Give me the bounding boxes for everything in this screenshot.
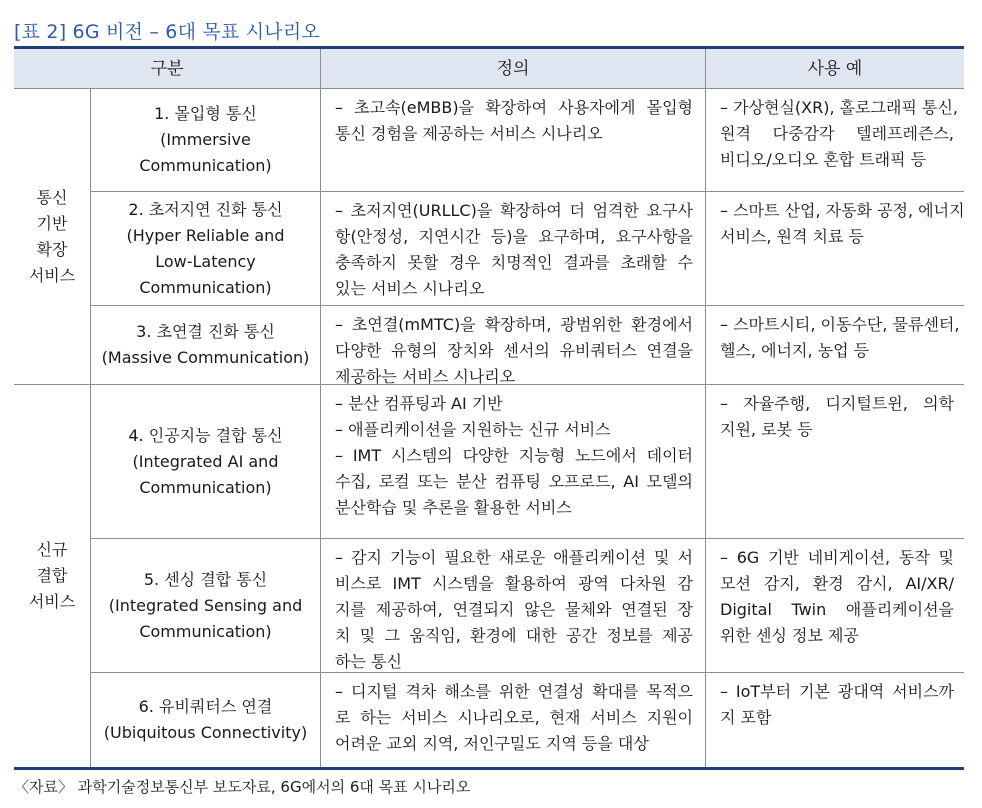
example-line: Digital Twin 애플리케이션을 (720, 600, 954, 619)
scenario-name-line: Communication) (139, 477, 272, 497)
scenario-table (14, 46, 964, 770)
definition-line: 다양한 유형의 장치와 센서의 유비쿼터스 연결을 (335, 341, 693, 360)
definition-line: – IMT 시스템의 다양한 지능형 노드에서 데이터 (335, 446, 693, 465)
scenario-name (102, 319, 310, 371)
example-line: 모션 감지, 환경 감시, AI/XR/ (720, 574, 954, 593)
example-line: – 자율주행, 디지털트윈, 의학 (720, 394, 954, 413)
definition-line: – 디지털 격차 해소를 위한 연결성 확대를 목적으 (335, 682, 693, 701)
definition-line: 분산학습 및 추론을 활용한 서비스 (335, 498, 572, 517)
definition-line: 충족하지 못할 경우 치명적인 결과를 초래할 수 (335, 253, 693, 272)
example-line: 비디오/오디오 혼합 트래픽 등 (720, 150, 927, 169)
example-line: – 스마트시티, 이동수단, 물류센터, (720, 315, 960, 334)
scenario-name (128, 423, 282, 501)
example-line: – 가상현실(XR), 홀로그래픽 통신, (720, 98, 959, 117)
examples-cell (706, 89, 964, 192)
definition-cell (321, 539, 706, 673)
group-label-line: 기반 (36, 213, 68, 233)
example-line: – 6G 기반 네비게이션, 동작 및 (720, 548, 954, 567)
definition-line: – 초연결(mMTC)을 확장하며, 광범위한 환경에서 (335, 315, 693, 334)
group-label-text (29, 537, 75, 615)
example-line: 지 포함 (720, 708, 772, 727)
definition-line: 제공하는 서비스 시나리오 (335, 367, 516, 386)
group-label-line: 서비스 (28, 592, 76, 611)
scenario-name-line: Communication) (139, 156, 272, 175)
scenario-name-line: (Ubiquitous Connectivity) (103, 723, 308, 742)
definition-line: 하는 통신 (335, 652, 402, 671)
scenario-name-cell (91, 673, 321, 767)
definition-line: 항(안정성, 지연시간 등)을 요구하며, 요구사항을 (335, 227, 693, 246)
definition-line: – 애플리케이션을 지원하는 신규 서비스 (335, 420, 611, 439)
examples-cell (706, 385, 964, 539)
group-label-text (29, 185, 75, 289)
definition-cell (321, 306, 706, 385)
scenario-name-line: (Massive Communication) (101, 348, 310, 367)
definition-line: 로 하는 서비스 시나리오로, 현재 서비스 지원이 (335, 708, 693, 727)
scenario-name-cell (91, 192, 321, 306)
scenario-name (104, 694, 307, 746)
example-line: 위한 센싱 정보 제공 (720, 626, 859, 645)
scenario-name-line: 5. 센싱 결합 통신 (143, 569, 268, 589)
table-caption: [표 2] 6G 비전 – 6대 목표 시나리오 (14, 21, 320, 43)
scenario-name-line: (Immersive (160, 130, 251, 149)
group-label-line: 신규 (36, 540, 68, 559)
definition-cell (321, 89, 706, 192)
group-label-line: 결합 (36, 566, 68, 585)
group-label-line: 확장 (36, 239, 68, 259)
group-label-2 (14, 385, 91, 767)
scenario-name-line: (Hyper Reliable and (126, 225, 285, 245)
example-line: – IoT부터 기본 광대역 서비스까 (720, 682, 954, 701)
scenario-name-line: Communication) (139, 621, 272, 641)
scenario-name (127, 197, 285, 301)
scenario-name-line: (Integrated Sensing and (108, 595, 303, 615)
examples-cell (706, 306, 964, 385)
scenario-name-line: 1. 몰입형 통신 (154, 104, 257, 123)
definition-line: 비스로 IMT 시스템을 활용하여 광역 다차원 감 (335, 574, 693, 593)
example-line: 원격 다중감각 텔레프레즌스, (720, 124, 954, 143)
scenario-name-line: 2. 초저지연 진화 통신 (128, 199, 283, 219)
definition-line: – 분산 컴퓨팅과 AI 기반 (335, 394, 503, 413)
definition-cell (321, 673, 706, 767)
definition-line: 지를 제공하여, 연결되지 않은 물체와 연결된 장 (335, 600, 693, 619)
group-label-line: 서비스 (28, 265, 76, 285)
header-category: 구분 (14, 49, 321, 89)
scenario-name (109, 567, 303, 645)
scenario-name-line: Communication) (139, 277, 272, 297)
header-examples: 사용 예 (706, 49, 964, 89)
header-definition: 정의 (321, 49, 706, 89)
example-line: 헬스, 에너지, 농업 등 (720, 341, 870, 360)
scenario-name-cell (91, 89, 321, 192)
example-line: 지원, 로봇 등 (720, 420, 813, 439)
definition-line: – 감지 기능이 필요한 새로운 애플리케이션 및 서 (335, 548, 693, 567)
definition-cell (321, 192, 706, 306)
scenario-name-cell (91, 385, 321, 539)
scenario-name-line: 6. 유비쿼터스 연결 (138, 697, 273, 716)
definition-line: – 초저지연(URLLC)을 확장하여 더 엄격한 요구사 (335, 201, 693, 220)
examples-cell (706, 673, 964, 767)
definition-line: – 초고속(eMBB)을 확장하여 사용자에게 몰입형 (335, 98, 693, 117)
examples-cell (706, 539, 964, 673)
definition-line: 치 및 그 움직임, 환경에 대한 공간 정보를 제공 (335, 626, 693, 645)
group-label-line: 통신 (36, 187, 68, 207)
scenario-name-line: 3. 초연결 진화 통신 (136, 322, 275, 341)
scenario-name (139, 101, 271, 179)
example-line: – 스마트 산업, 자동화 공정, 에너지 (720, 201, 965, 220)
source-note: 〈자료〉 과학기술정보통신부 보도자료, 6G에서의 6대 목표 시나리오 (14, 778, 471, 796)
scenario-name-line: Low-Latency (155, 251, 256, 271)
scenario-name-cell (91, 539, 321, 673)
definition-line: 어려운 교외 지역, 저인구밀도 지역 등을 대상 (335, 734, 649, 753)
definition-cell (321, 385, 706, 539)
examples-cell (706, 192, 964, 306)
example-line: 서비스, 원격 치료 등 (720, 227, 864, 246)
group-label-1 (14, 89, 91, 385)
definition-line: 있는 서비스 시나리오 (335, 279, 485, 298)
definition-line: 통신 경험을 제공하는 서비스 시나리오 (335, 124, 603, 143)
scenario-name-cell (91, 306, 321, 385)
scenario-name-line: 4. 인공지능 결합 통신 (128, 425, 283, 445)
scenario-name-line: (Integrated AI and (132, 451, 279, 471)
definition-line: 수집, 로컬 또는 분산 컴퓨팅 오프로드, AI 모델의 (335, 472, 693, 491)
